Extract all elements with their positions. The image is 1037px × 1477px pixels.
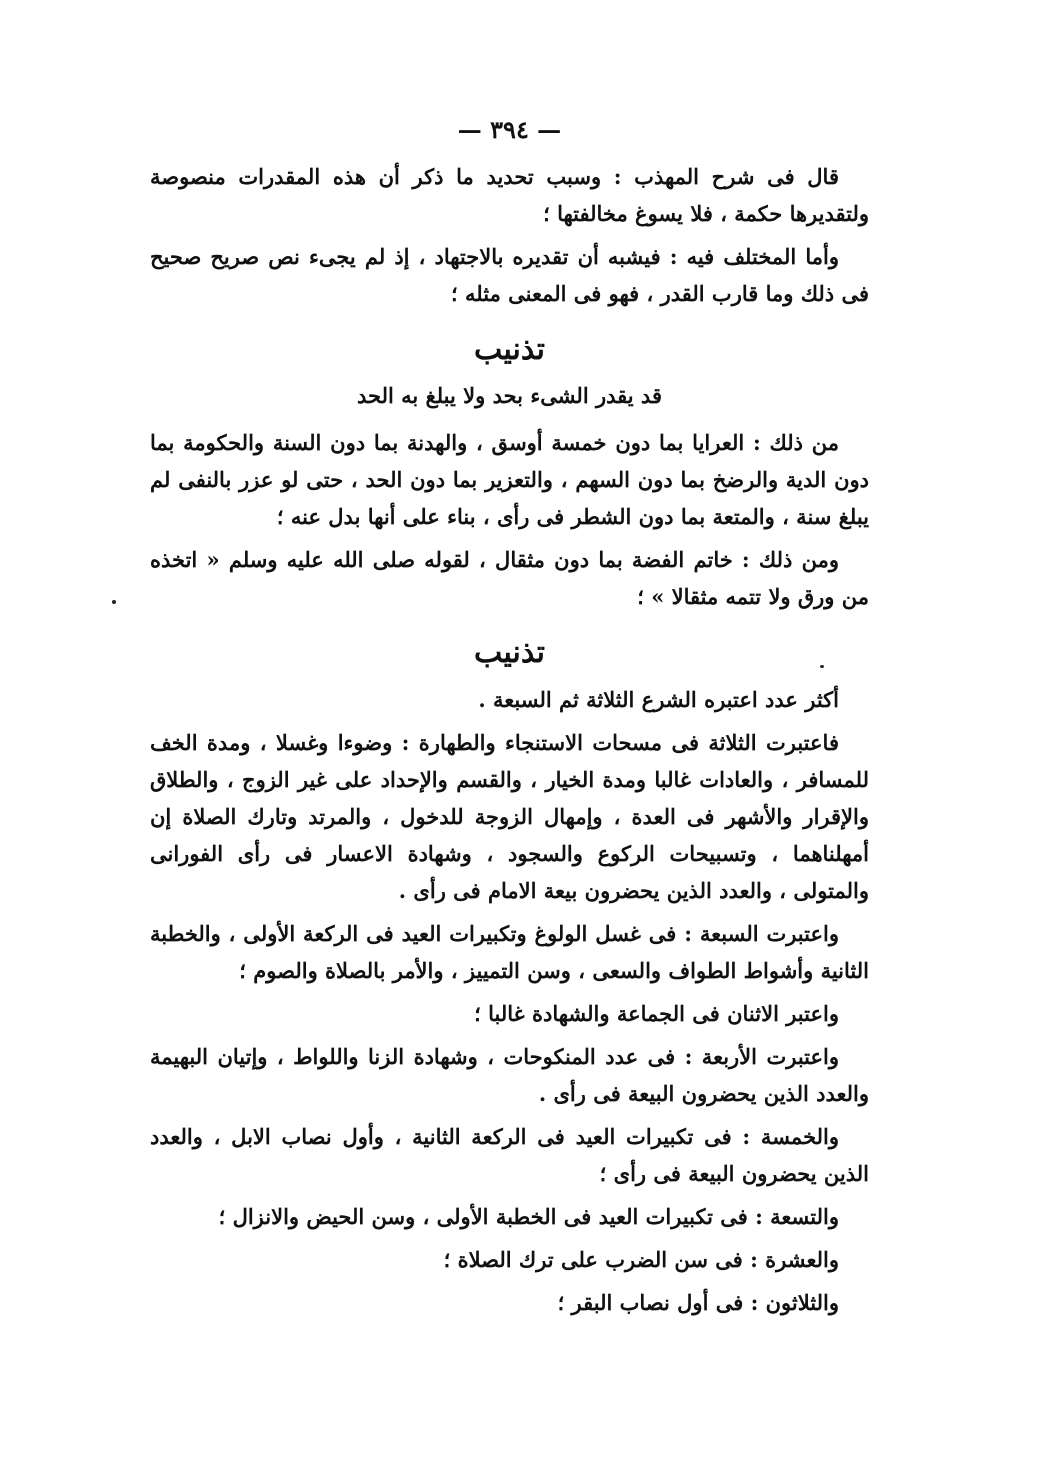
paragraph: فاعتبرت الثلاثة فى مسحات الاستنجاء والطهارة : وضوءا وغسلا ، ومدة الخف للمسافر ، والعادات غالبا ومدة الخيار ، والقسم والإحداد على غير الزوج ، والطلاق والإقرار والأشهر فى العدة ، وإمهال الزوجة للدخول ، والمرتد وتارك الصلاة إن أمهلناهما ، وتسبيحات الركوع والسجود ، وشهادة الاعسار فى رأى الفورانى والمتولى ، والعدد الذين يحضرون بيعة الامام فى رأى .	[150, 730, 869, 903]
list-item: والعشرة : فى سن الضرب على ترك الصلاة ؛	[443, 1247, 839, 1272]
page-number: — ٣٩٤ —	[457, 115, 562, 144]
section-heading: تذنيب	[474, 332, 545, 367]
paragraph: ومن ذلك : خاتم الفضة بما دون مثقال ، لقوله صلى الله عليه وسلم « اتخذه من ورق ولا تتمه مثقالا » ؛	[150, 547, 869, 609]
paragraph: واعتبرت الأربعة : فى عدد المنكوحات ، وشهادة الزنا واللواط ، وإتيان البهيمة والعدد الذين يحضرون البيعة فى رأى .	[150, 1044, 869, 1106]
list-item: والثلاثون : فى أول نصاب البقر ؛	[557, 1290, 839, 1315]
intro-line: أكثر عدد اعتبره الشرع الثلاثة ثم السبعة .	[478, 687, 839, 712]
scan-speck	[820, 665, 824, 668]
paragraph: وأما المختلف فيه : فيشبه أن تقديره بالاجتهاد ، إذ لم يجىء نص صريح صحيح فى ذلك وما قارب القدر ، فهو فى المعنى مثله ؛	[150, 244, 869, 306]
paragraph: قال فى شرح المهذب : وسبب تحديد ما ذكر أن هذه المقدرات منصوصة ولتقديرها حكمة ، فلا يسوغ مخالفتها ؛	[150, 164, 869, 226]
section-heading: تذنيب	[474, 635, 545, 670]
paragraph: من ذلك : العرايا بما دون خمسة أوسق ، والهدنة بما دون السنة والحكومة بما دون الدية والرضخ بما دون السهم ، والتعزير بما دون الحد ، حتى لو عزر بالنفى لم يبلغ سنة ، والمتعة بما دون الشطر فى رأى ، بناء على أنها بدل عنه ؛	[150, 430, 869, 529]
scan-speck	[112, 600, 116, 604]
list-item: والتسعة : فى تكبيرات العيد فى الخطبة الأولى ، وسن الحيض والانزال ؛	[218, 1204, 839, 1229]
paragraph: واعتبر الاثنان فى الجماعة والشهادة غالبا ؛	[474, 1001, 839, 1026]
paragraph: والخمسة : فى تكبيرات العيد فى الركعة الثانية ، وأول نصاب الابل ، والعدد الذين يحضرون البيعة فى رأى ؛	[150, 1124, 869, 1186]
section-subheading: قد يقدر الشىء بحد ولا يبلغ به الحد	[357, 383, 662, 408]
paragraph: واعتبرت السبعة : فى غسل الولوغ وتكبيرات العيد فى الركعة الأولى ، والخطبة الثانية وأشواط الطواف والسعى ، وسن التمييز ، والأمر بالصلاة والصوم ؛	[150, 921, 869, 983]
